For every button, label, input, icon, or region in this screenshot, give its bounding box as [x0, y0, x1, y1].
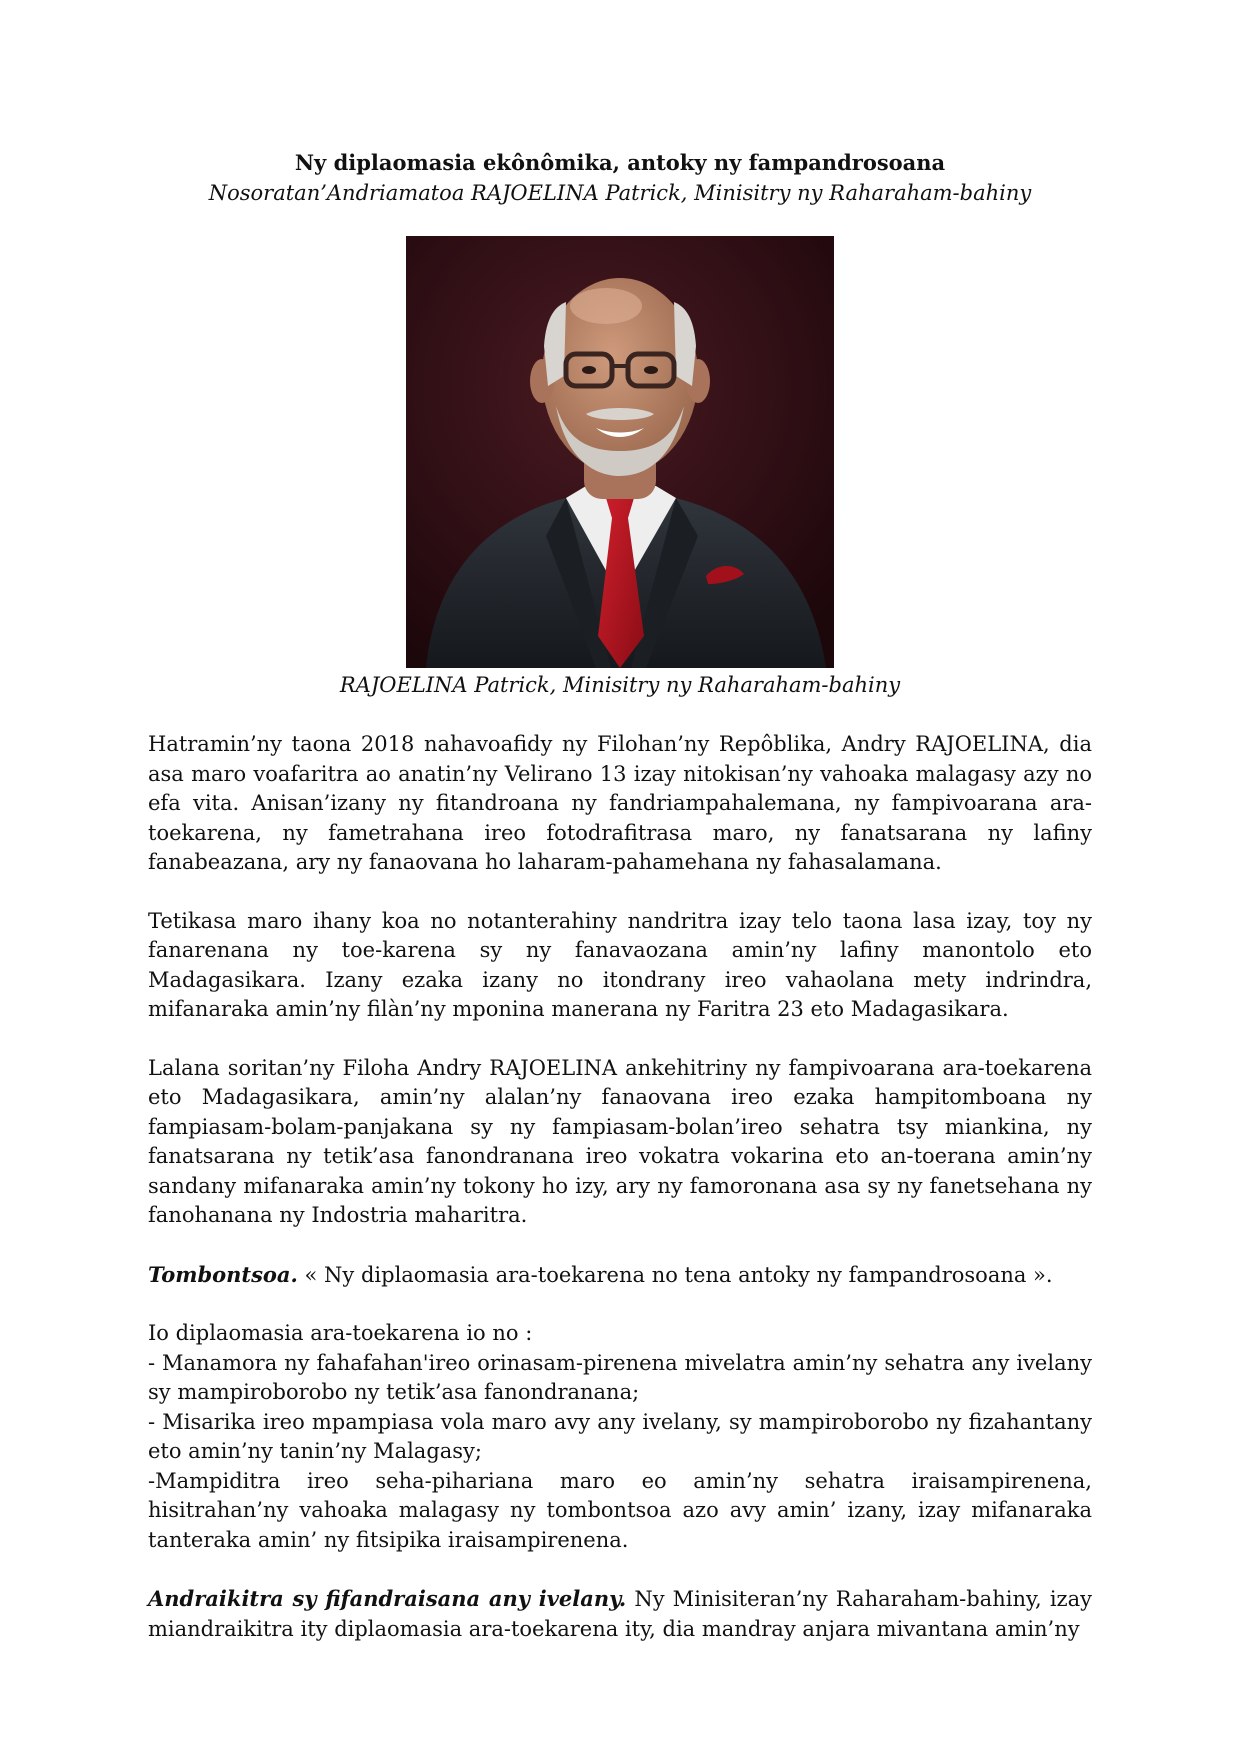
list-intro: Io diplaomasia ara-toekarena io no : [148, 1321, 533, 1345]
paragraph-3: Lalana soritan’ny Filoha Andry RAJOELINA ankehitriny ny fampivoarana ara-toekarena eto Madagasikara, amin’ny alalan’ny fanaovana ireo ezaka hampitomboana ny fampiasam-bolam-panjakana sy ny fampiasam-bolan’ireo sehatra tsy miankina, ny fanatsarana ny tetik’asa fanondranana ireo vokatra vokarina eto an-toerana amin’ny sandany mifanaraka amin’ny tokony ho izy, ary ny famoronana asa sy ny fanetsehana ny fanohanana ny Indostria maharitra. [148, 1055, 1092, 1227]
list-item-2: - Misarika ireo mpampiasa vola maro avy any ivelany, sy mampiroborobo ny fizahantany eto amin’ny tanin’ny Malagasy; [148, 1409, 1092, 1463]
photo-caption: RAJOELINA Patrick, Minisitry ny Raharaham-bahiny [339, 673, 901, 697]
tombontsoa-text: « Ny diplaomasia ara-toekarena no tena antoky ny fampandrosoana ». [297, 1262, 1053, 1287]
andraikitra-paragraph [148, 1584, 1092, 1644]
list-item-1: - Manamora ny fahafahan'ireo orinasam-pirenena mivelatra amin’ny sehatra any ivelany sy mampiroborobo ny tetik’asa fanondranana; [148, 1350, 1092, 1404]
tombontsoa-paragraph [148, 1260, 1092, 1291]
portrait-photo [406, 236, 834, 668]
paragraph-1: Hatramin’ny taona 2018 nahavoafidy ny Filohan’ny Repôblika, Andry RAJOELINA, dia asa maro voafaritra ao anatin’ny Velirano 13 izay nitokisan’ny vahoaka malagasy azy no efa vita. Anisan’izany ny fitandroana ny fandriampahalemana, ny fampivoarana ara-toekarena, ny fametrahana ireo fotodrafitrasa maro, ny fanatsarana ny lafiny fanabeazana, ary ny fanaovana ho laharam-pahamehana ny fahasalamana. [148, 732, 1092, 874]
list-item-3: -Mampiditra ireo seha-pihariana maro eo amin’ny sehatra iraisampirenena, hisitrahan’ny vahoaka malagasy ny tombontsoa azo avy amin’ izany, izay mifanaraka tanteraka amin’ ny fitsipika iraisampirenena. [148, 1468, 1092, 1552]
document-page [148, 148, 1092, 1644]
portrait-photo-icon [406, 236, 834, 668]
document-title: Ny diplaomasia ekônômika, antoky ny fampandrosoana [294, 150, 946, 175]
tombontsoa-lead: Tombontsoa. [148, 1261, 298, 1287]
andraikitra-lead: Andraikitra sy fifandraisana any ivelany. [148, 1586, 627, 1611]
andraikitra-text: Ny Minisiteran’ny Raharaham-bahiny, izay miandraikitra ity diplaomasia ara-toekarena ity, dia mandray anjara mivantana amin’ny [148, 1587, 1092, 1641]
document-subtitle: Nosoratan’Andriamatoa RAJOELINA Patrick, Minisitry ny Raharaham-bahiny [208, 181, 1032, 205]
paragraph-2: Tetikasa maro ihany koa no notanterahiny nandritra izay telo taona lasa izay, toy ny fanarenana ny toe-karena sy ny fanavaozana amin’ny lafiny manontolo eto Madagasikara. Izany ezaka izany no itondrany ireo vahaolana mety indrindra, mifanaraka amin’ny filàn’ny mponina manerana ny Faritra 23 eto Madagasikara. [148, 908, 1092, 1021]
